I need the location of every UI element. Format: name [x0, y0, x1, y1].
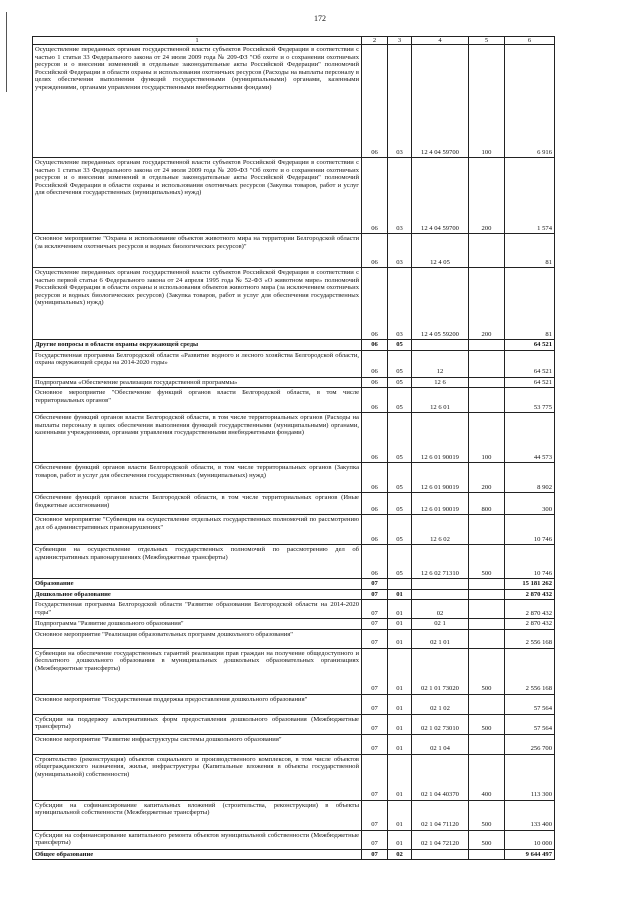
row-subsection: 05: [388, 463, 412, 493]
row-section: 06: [362, 388, 388, 413]
row-description: Государственная программа Белгородской области «Развитие водного и лесного хозяйства Белгородской области, охрана окружающей среды на 2014-2020 годы»: [33, 350, 362, 377]
row-amount: 64 521: [505, 350, 555, 377]
row-amount: 256 700: [505, 734, 555, 754]
row-section: 06: [362, 234, 388, 268]
row-expense-type: [469, 629, 505, 648]
row-target-article: 12: [412, 350, 469, 377]
row-expense-type: [469, 600, 505, 619]
row-target-article: 02 1 04 72120: [412, 830, 469, 849]
row-target-article: 12 4 05 59200: [412, 268, 469, 340]
header-cell-amount: 6: [505, 37, 555, 45]
row-expense-type: 100: [469, 413, 505, 463]
row-section: 06: [362, 158, 388, 234]
table-row: [33, 648, 555, 694]
row-target-article: 02 1: [412, 619, 469, 629]
row-target-article: 02 1 04 71120: [412, 800, 469, 830]
table-row: [33, 377, 555, 387]
table-row: [33, 463, 555, 493]
table-row: [33, 493, 555, 515]
row-target-article: 02 1 01: [412, 629, 469, 648]
row-description: Основное мероприятие "Государственная поддержка предоставления дошкольного образования": [33, 694, 362, 714]
row-section: 07: [362, 648, 388, 694]
row-section: 07: [362, 800, 388, 830]
row-target-article: 12 4 05: [412, 234, 469, 268]
row-expense-type: 200: [469, 463, 505, 493]
row-description: Основное мероприятие "Реализация образовательных программ дошкольного образования": [33, 629, 362, 648]
row-subsection: 01: [388, 648, 412, 694]
table-row: [33, 158, 555, 234]
row-target-article: 12 6 01: [412, 388, 469, 413]
table-row: [33, 800, 555, 830]
row-section: 06: [362, 45, 388, 158]
table-row: [33, 849, 555, 859]
row-description: Осуществление переданных органам государственной власти субъектов Российской Федерации в соответствии с частью первой статьи 6 Федерального закона от 24 апреля 1995 года № 52-ФЗ «О животном мире» полномочий Российской Федерации в области охраны и использования объектов животного мира (за исключением охотничьих ресурсов и водных биологических ресурсов) (Закупка товаров, работ и услуг для обеспечения государственных (муниципальных) нужд): [33, 268, 362, 340]
row-expense-type: [469, 388, 505, 413]
row-subsection: 05: [388, 340, 412, 350]
row-description: Основное мероприятие "Субвенция на осуществление отдельных государственных полномочий по рассмотрению дел об административных правонарушениях": [33, 515, 362, 545]
row-target-article: 12 4 04 59700: [412, 158, 469, 234]
row-subsection: 01: [388, 600, 412, 619]
row-target-article: [412, 579, 469, 589]
row-description: Общее образование: [33, 849, 362, 859]
row-target-article: 02 1 04 40370: [412, 754, 469, 800]
table-row: [33, 340, 555, 350]
table-row: [33, 515, 555, 545]
row-subsection: 01: [388, 714, 412, 734]
row-subsection: 02: [388, 849, 412, 859]
row-expense-type: [469, 589, 505, 599]
row-target-article: 12 6 01 90019: [412, 463, 469, 493]
row-target-article: 12 6 01 90019: [412, 413, 469, 463]
row-target-article: 02 1 02: [412, 694, 469, 714]
row-amount: 10 000: [505, 830, 555, 849]
table-row: [33, 714, 555, 734]
row-section: 07: [362, 754, 388, 800]
table-row: [33, 413, 555, 463]
row-subsection: [388, 579, 412, 589]
row-section: 06: [362, 493, 388, 515]
row-target-article: [412, 849, 469, 859]
header-cell-expense-type: 5: [469, 37, 505, 45]
row-description: Осуществление переданных органам государственной власти субъектов Российской Федерации в соответствии с частью 1 статьи 33 Федерального закона от 24 июля 2009 года № 209-ФЗ "Об охоте и о сохранении охотничьих ресурсов и о внесении изменений в отдельные законодательные акты Российской Федерации" полномочий Российской Федерации в области охраны и использования охотничьих ресурсов (Расходы на выплаты персоналу в целях обеспечения выполнения функций государственными (муниципальными) органами, казенными учреждениями, органами управления государственными внебюджетными фондами): [33, 45, 362, 158]
row-description: Основное мероприятие "Охрана и использование объектов животного мира на территории Белгородской области (за исключением охотничьих ресурсов и водных биологических ресурсов)": [33, 234, 362, 268]
row-subsection: 05: [388, 545, 412, 579]
row-expense-type: 200: [469, 158, 505, 234]
row-expense-type: 800: [469, 493, 505, 515]
row-description: Субсидии на софинансирование капитального ремонта объектов муниципальной собственности (Межбюджетные трансферты): [33, 830, 362, 849]
row-amount: 2 870 432: [505, 619, 555, 629]
row-description: Субвенции на обеспечение государственных гарантий реализации прав граждан на получение общедоступного и бесплатного дошкольного образования в муниципальных дошкольных образовательных организациях (Межбюджетные трансферты): [33, 648, 362, 694]
row-description: Субвенции на осуществление отдельных государственных полномочий по рассмотрению дел об административных правонарушениях (Межбюджетные трансферты): [33, 545, 362, 579]
row-section: 06: [362, 463, 388, 493]
row-subsection: 01: [388, 754, 412, 800]
row-target-article: 12 6 02 71310: [412, 545, 469, 579]
row-section: 07: [362, 714, 388, 734]
header-cell-target-article: 4: [412, 37, 469, 45]
row-section: 07: [362, 694, 388, 714]
row-amount: 2 556 168: [505, 648, 555, 694]
row-expense-type: 500: [469, 714, 505, 734]
row-section: 07: [362, 734, 388, 754]
row-amount: 81: [505, 268, 555, 340]
table-row: [33, 350, 555, 377]
row-amount: 8 902: [505, 463, 555, 493]
table-row: [33, 694, 555, 714]
row-description: Осуществление переданных органам государственной власти субъектов Российской Федерации в соответствии с частью 1 статьи 33 Федерального закона от 24 июля 2009 года № 209-ФЗ "Об охоте и о сохранении охотничьих ресурсов и о внесении изменений в отдельные законодательные акты Российской Федерации" полномочий Российской Федерации в области охраны и использования охотничьих ресурсов (Закупка товаров, работ и услуг для обеспечения государственных (муниципальных) нужд): [33, 158, 362, 234]
row-expense-type: 100: [469, 45, 505, 158]
row-description: Образование: [33, 579, 362, 589]
table-row: [33, 629, 555, 648]
row-subsection: 03: [388, 158, 412, 234]
row-subsection: 01: [388, 629, 412, 648]
row-section: 06: [362, 268, 388, 340]
row-subsection: 01: [388, 694, 412, 714]
row-amount: 6 916: [505, 45, 555, 158]
row-description: Субсидии на софинансирование капитальных вложений (строительства, реконструкции) в объекты муниципальной собственности (Межбюджетные трансферты): [33, 800, 362, 830]
row-subsection: 03: [388, 45, 412, 158]
row-section: 06: [362, 340, 388, 350]
row-section: 06: [362, 515, 388, 545]
row-expense-type: 500: [469, 830, 505, 849]
row-section: 07: [362, 589, 388, 599]
row-description: Государственная программа Белгородской области "Развитие образования Белгородской области на 2014-2020 годы": [33, 600, 362, 619]
row-section: 07: [362, 579, 388, 589]
table-row: [33, 545, 555, 579]
table-row: [33, 579, 555, 589]
row-target-article: 02: [412, 600, 469, 619]
table-header-row: [33, 37, 555, 45]
row-expense-type: [469, 377, 505, 387]
row-section: 06: [362, 545, 388, 579]
row-expense-type: [469, 734, 505, 754]
row-expense-type: 500: [469, 648, 505, 694]
row-section: 06: [362, 413, 388, 463]
row-amount: 64 521: [505, 340, 555, 350]
row-subsection: 03: [388, 268, 412, 340]
row-description: Основное мероприятие "Обеспечение функций органов власти Белгородской области, в том числе территориальных органов": [33, 388, 362, 413]
row-description: Обеспечение функций органов власти Белгородской области, в том числе территориальных органов (Расходы на выплаты персоналу в целях обеспечения выполнения функций государственными (муниципальными) органами, казенными учреждениями, органами управления государственными внебюджетными фондами): [33, 413, 362, 463]
row-subsection: 01: [388, 830, 412, 849]
row-amount: 300: [505, 493, 555, 515]
row-amount: 15 181 262: [505, 579, 555, 589]
table-row: [33, 830, 555, 849]
row-section: 07: [362, 830, 388, 849]
table-row: [33, 268, 555, 340]
row-target-article: 02 1 02 73010: [412, 714, 469, 734]
row-target-article: 12 6 01 90019: [412, 493, 469, 515]
row-amount: 9 644 497: [505, 849, 555, 859]
margin-mark: [6, 12, 7, 92]
row-target-article: 02 1 04: [412, 734, 469, 754]
row-amount: 53 775: [505, 388, 555, 413]
row-description: Обеспечение функций органов власти Белгородской области, в том числе территориальных органов (Иные бюджетные ассигнования): [33, 493, 362, 515]
row-amount: 57 564: [505, 694, 555, 714]
row-amount: 10 746: [505, 515, 555, 545]
row-amount: 2 870 432: [505, 600, 555, 619]
row-expense-type: [469, 579, 505, 589]
row-section: 07: [362, 849, 388, 859]
row-target-article: 12 4 04 59700: [412, 45, 469, 158]
row-expense-type: [469, 340, 505, 350]
row-description: Подпрограмма «Обеспечение реализации государственной программы»: [33, 377, 362, 387]
row-subsection: 05: [388, 377, 412, 387]
row-expense-type: [469, 619, 505, 629]
row-expense-type: 500: [469, 800, 505, 830]
row-amount: 81: [505, 234, 555, 268]
table-row: [33, 734, 555, 754]
row-section: 06: [362, 377, 388, 387]
table-row: [33, 234, 555, 268]
row-section: 06: [362, 350, 388, 377]
row-target-article: 12 6 02: [412, 515, 469, 545]
row-description: Обеспечение функций органов власти Белгородской области, в том числе территориальных органов (Закупка товаров, работ и услуг для обеспечения государственных (муниципальных) нужд): [33, 463, 362, 493]
row-target-article: [412, 340, 469, 350]
table-row: [33, 589, 555, 599]
table-row: [33, 45, 555, 158]
row-description: Другие вопросы в области охраны окружающей среды: [33, 340, 362, 350]
row-amount: 133 400: [505, 800, 555, 830]
row-target-article: 02 1 01 73020: [412, 648, 469, 694]
row-amount: 57 564: [505, 714, 555, 734]
table-row: [33, 619, 555, 629]
row-target-article: [412, 589, 469, 599]
row-expense-type: [469, 234, 505, 268]
row-subsection: 05: [388, 515, 412, 545]
row-amount: 10 746: [505, 545, 555, 579]
row-expense-type: [469, 350, 505, 377]
row-amount: 44 573: [505, 413, 555, 463]
row-amount: 2 556 168: [505, 629, 555, 648]
row-description: Строительство (реконструкция) объектов социального и производственного комплексов, в том числе объектов общегражданского назначения, жилья, инфраструктуры (Капитальные вложения в объекты государственной (муниципальной) собственности): [33, 754, 362, 800]
header-cell-section: 2: [362, 37, 388, 45]
row-subsection: 05: [388, 388, 412, 413]
row-subsection: 01: [388, 619, 412, 629]
row-expense-type: 500: [469, 545, 505, 579]
row-subsection: 03: [388, 234, 412, 268]
budget-table: [32, 36, 555, 860]
row-subsection: 01: [388, 734, 412, 754]
header-cell-name: 1: [33, 37, 362, 45]
row-subsection: 01: [388, 589, 412, 599]
row-amount: 64 521: [505, 377, 555, 387]
table-row: [33, 600, 555, 619]
row-amount: 1 574: [505, 158, 555, 234]
row-expense-type: 200: [469, 268, 505, 340]
row-target-article: 12 6: [412, 377, 469, 387]
row-section: 07: [362, 629, 388, 648]
row-description: Основное мероприятие "Развитие инфраструктуры системы дошкольного образования": [33, 734, 362, 754]
page-number: 172: [314, 14, 326, 23]
row-subsection: 05: [388, 350, 412, 377]
row-description: Дошкольное образование: [33, 589, 362, 599]
row-subsection: 05: [388, 413, 412, 463]
row-section: 07: [362, 600, 388, 619]
header-cell-subsection: 3: [388, 37, 412, 45]
row-section: 07: [362, 619, 388, 629]
table-row: [33, 754, 555, 800]
row-amount: 2 870 432: [505, 589, 555, 599]
row-expense-type: [469, 694, 505, 714]
row-subsection: 01: [388, 800, 412, 830]
row-amount: 113 300: [505, 754, 555, 800]
table-row: [33, 388, 555, 413]
row-expense-type: [469, 515, 505, 545]
row-subsection: 05: [388, 493, 412, 515]
row-expense-type: 400: [469, 754, 505, 800]
row-expense-type: [469, 849, 505, 859]
row-description: Подпрограмма "Развитие дошкольного образования": [33, 619, 362, 629]
row-description: Субсидии на поддержку альтернативных форм предоставления дошкольного образования (Межбюджетные трансферты): [33, 714, 362, 734]
